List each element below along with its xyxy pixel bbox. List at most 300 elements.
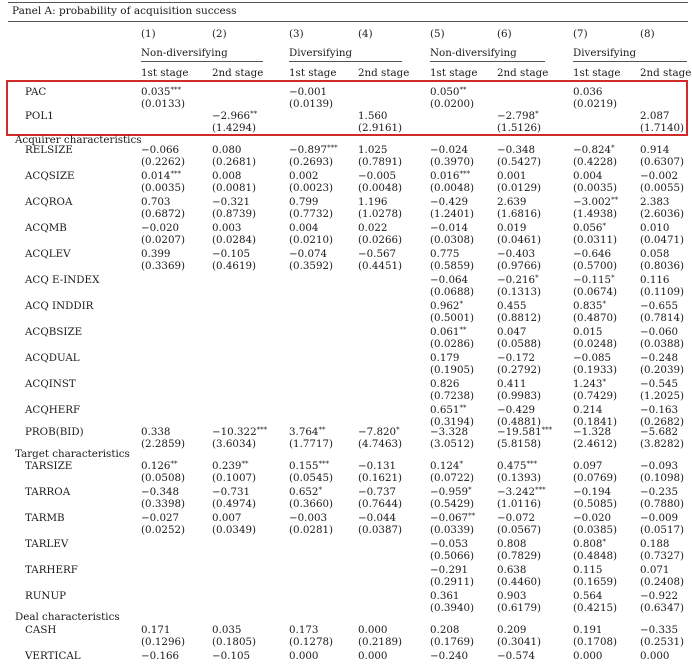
coefficient-cell bbox=[497, 460, 537, 472]
coefficient-value: 1.243 bbox=[573, 378, 603, 390]
coefficient-cell bbox=[497, 624, 526, 636]
coefficient-cell bbox=[573, 170, 602, 182]
coefficient-value: 0.002 bbox=[289, 170, 319, 182]
coefficient-cell bbox=[358, 222, 387, 234]
coefficient-cell bbox=[640, 538, 669, 550]
coefficient-value: −0.646 bbox=[573, 248, 612, 260]
coefficient-cell bbox=[430, 486, 472, 498]
column-group-label: Non-diversifying bbox=[141, 47, 228, 59]
section-header-acquirer: Acquirer characteristics bbox=[15, 134, 142, 146]
coefficient-value: −7.820 bbox=[358, 426, 397, 438]
coefficient-cell bbox=[141, 486, 179, 498]
row-label: TARHERF bbox=[25, 564, 78, 576]
coefficient-cell bbox=[141, 170, 181, 182]
standard-error-cell: (0.0385) bbox=[573, 524, 618, 536]
coefficient-value: 0.000 bbox=[573, 650, 603, 662]
coefficient-cell bbox=[212, 144, 241, 156]
significance-stars: * bbox=[602, 538, 606, 546]
coefficient-cell bbox=[497, 590, 526, 602]
coefficient-cell bbox=[430, 300, 463, 312]
standard-error-cell: (0.0248) bbox=[573, 338, 618, 350]
coefficient-cell bbox=[573, 486, 611, 498]
coefficient-value: −0.166 bbox=[141, 650, 180, 662]
column-group-label: Diversifying bbox=[573, 47, 637, 59]
row-label: ACQLEV bbox=[25, 248, 71, 260]
stage-label: 1st stage bbox=[573, 67, 621, 79]
standard-error-cell: (0.3660) bbox=[289, 498, 334, 510]
coefficient-cell bbox=[430, 352, 459, 364]
coefficient-value: 0.126 bbox=[141, 460, 171, 472]
standard-error-cell: (0.6179) bbox=[497, 602, 542, 614]
standard-error-cell: (0.5066) bbox=[430, 550, 475, 562]
standard-error-cell: (0.6872) bbox=[141, 208, 186, 220]
coefficient-cell bbox=[212, 196, 250, 208]
standard-error-cell: (0.2693) bbox=[289, 156, 334, 168]
coefficient-value: −0.655 bbox=[640, 300, 679, 312]
coefficient-value: 0.000 bbox=[640, 650, 670, 662]
coefficient-cell bbox=[289, 222, 318, 234]
coefficient-value: 0.188 bbox=[640, 538, 670, 550]
coefficient-value: −0.291 bbox=[430, 564, 469, 576]
column-group-rule bbox=[430, 61, 545, 62]
standard-error-cell: (0.9983) bbox=[497, 390, 542, 402]
standard-error-cell: (2.2859) bbox=[141, 438, 186, 450]
row-label: RELSIZE bbox=[25, 144, 73, 156]
coefficient-value: 0.115 bbox=[573, 564, 603, 576]
significance-stars: ** bbox=[318, 426, 326, 434]
coefficient-value: −0.014 bbox=[430, 222, 469, 234]
row-label: ACQINST bbox=[25, 378, 76, 390]
coefficient-cell bbox=[141, 144, 179, 156]
standard-error-cell: (3.8282) bbox=[640, 438, 685, 450]
coefficient-value: −0.240 bbox=[430, 650, 469, 662]
coefficient-value: 0.010 bbox=[640, 222, 670, 234]
coefficient-cell bbox=[358, 196, 387, 208]
standard-error-cell: (1.7717) bbox=[289, 438, 334, 450]
coefficient-value: −0.429 bbox=[430, 196, 469, 208]
coefficient-value: 0.050 bbox=[430, 86, 460, 98]
standard-error-cell: (0.0388) bbox=[640, 338, 685, 350]
coefficient-cell bbox=[430, 404, 466, 416]
coefficient-cell bbox=[141, 624, 170, 636]
standard-error-cell: (0.2408) bbox=[640, 576, 685, 588]
standard-error-cell: (0.1933) bbox=[573, 364, 618, 376]
coefficient-value: 0.775 bbox=[430, 248, 460, 260]
coefficient-value: 0.008 bbox=[212, 170, 242, 182]
coefficient-value: −0.737 bbox=[358, 486, 397, 498]
standard-error-cell: (0.0471) bbox=[640, 234, 685, 246]
row-label: TARSIZE bbox=[25, 460, 73, 472]
coefficient-cell bbox=[430, 378, 459, 390]
standard-error-cell: (0.1393) bbox=[497, 472, 542, 484]
standard-error-cell: (0.0349) bbox=[212, 524, 257, 536]
significance-stars: ** bbox=[459, 326, 467, 334]
coefficient-cell bbox=[640, 274, 669, 286]
coefficient-value: −0.131 bbox=[358, 460, 397, 472]
row-label: RUNUP bbox=[25, 590, 67, 602]
stage-label: 2nd stage bbox=[212, 67, 264, 79]
standard-error-cell: (0.0284) bbox=[212, 234, 257, 246]
coefficient-value: −2.966 bbox=[212, 110, 251, 122]
coefficient-value: −0.574 bbox=[497, 650, 536, 662]
row-label: VERTICAL bbox=[25, 650, 81, 662]
coefficient-value: 0.004 bbox=[289, 222, 319, 234]
coefficient-value: −0.194 bbox=[573, 486, 612, 498]
coefficient-value: −0.002 bbox=[640, 170, 679, 182]
coefficient-cell bbox=[141, 460, 177, 472]
coefficient-value: 0.652 bbox=[289, 486, 319, 498]
significance-stars: ** bbox=[241, 460, 249, 468]
row-label: ACQMB bbox=[25, 222, 67, 234]
coefficient-value: 0.000 bbox=[289, 650, 319, 662]
standard-error-cell: (0.1621) bbox=[358, 472, 403, 484]
coefficient-value: 0.080 bbox=[212, 144, 242, 156]
standard-error-cell: (0.5859) bbox=[430, 260, 475, 272]
row-label: CASH bbox=[25, 624, 57, 636]
significance-stars: * bbox=[535, 110, 539, 118]
row-label: ACQSIZE bbox=[25, 170, 75, 182]
standard-error-cell: (0.0023) bbox=[289, 182, 334, 194]
coefficient-cell bbox=[573, 564, 602, 576]
standard-error-cell: (1.5126) bbox=[497, 122, 542, 134]
significance-stars: ** bbox=[170, 460, 178, 468]
coefficient-cell bbox=[141, 248, 170, 260]
standard-error-cell: (0.1278) bbox=[289, 636, 334, 648]
coefficient-value: 0.651 bbox=[430, 404, 460, 416]
standard-error-cell: (0.3398) bbox=[141, 498, 186, 510]
stage-label: 1st stage bbox=[430, 67, 478, 79]
standard-error-cell: (0.1007) bbox=[212, 472, 257, 484]
standard-error-cell: (5.8158) bbox=[497, 438, 542, 450]
coefficient-cell bbox=[497, 196, 526, 208]
standard-error-cell: (1.6816) bbox=[497, 208, 542, 220]
coefficient-value: 0.019 bbox=[497, 222, 527, 234]
standard-error-cell: (0.0048) bbox=[358, 182, 403, 194]
coefficient-value: −0.024 bbox=[430, 144, 469, 156]
standard-error-cell: (0.0266) bbox=[358, 234, 403, 246]
coefficient-value: 0.173 bbox=[289, 624, 319, 636]
coefficient-value: 0.035 bbox=[141, 86, 171, 98]
coefficient-cell bbox=[497, 352, 535, 364]
coefficient-cell bbox=[640, 486, 678, 498]
significance-stars: * bbox=[611, 144, 615, 152]
coefficient-cell bbox=[430, 222, 468, 234]
standard-error-cell: (0.0139) bbox=[289, 98, 334, 110]
standard-error-cell: (0.1659) bbox=[573, 576, 618, 588]
coefficient-value: 0.071 bbox=[640, 564, 670, 576]
coefficient-cell bbox=[573, 300, 606, 312]
coefficient-cell bbox=[141, 196, 170, 208]
coefficient-value: 0.155 bbox=[289, 460, 319, 472]
standard-error-cell: (0.5427) bbox=[497, 156, 542, 168]
standard-error-cell: (0.0688) bbox=[430, 286, 475, 298]
standard-error-cell: (0.7880) bbox=[640, 498, 685, 510]
coefficient-value: −0.897 bbox=[289, 144, 328, 156]
significance-stars: * bbox=[602, 378, 606, 386]
standard-error-cell: (0.3940) bbox=[430, 602, 475, 614]
coefficient-cell bbox=[640, 650, 669, 662]
standard-error-cell: (0.0129) bbox=[497, 182, 542, 194]
coefficient-value: 0.058 bbox=[640, 248, 670, 260]
coefficient-cell bbox=[430, 274, 468, 286]
standard-error-cell: (0.3041) bbox=[497, 636, 542, 648]
standard-error-cell: (0.0055) bbox=[640, 182, 685, 194]
coefficient-value: 1.025 bbox=[358, 144, 388, 156]
significance-stars: ** bbox=[468, 512, 476, 520]
panel-title-rule bbox=[8, 21, 688, 22]
standard-error-cell: (0.0567) bbox=[497, 524, 542, 536]
coefficient-value: −0.064 bbox=[430, 274, 469, 286]
standard-error-cell: (1.0278) bbox=[358, 208, 403, 220]
coefficient-cell bbox=[573, 460, 602, 472]
coefficient-cell bbox=[358, 460, 396, 472]
coefficient-cell bbox=[141, 512, 179, 524]
coefficient-value: 0.003 bbox=[212, 222, 242, 234]
standard-error-cell: (0.4848) bbox=[573, 550, 618, 562]
coefficient-value: 0.338 bbox=[141, 426, 171, 438]
row-label: PAC bbox=[25, 86, 47, 98]
standard-error-cell: (0.5700) bbox=[573, 260, 618, 272]
standard-error-cell: (3.6034) bbox=[212, 438, 257, 450]
coefficient-cell bbox=[497, 274, 539, 286]
column-group-label: Diversifying bbox=[289, 47, 353, 59]
coefficient-cell bbox=[430, 590, 459, 602]
standard-error-cell: (0.4870) bbox=[573, 312, 618, 324]
standard-error-cell: (0.7829) bbox=[497, 550, 542, 562]
coefficient-value: 0.000 bbox=[358, 650, 388, 662]
coefficient-value: 0.826 bbox=[430, 378, 460, 390]
column-number: (5) bbox=[430, 28, 445, 40]
coefficient-cell bbox=[573, 650, 602, 662]
coefficient-value: −0.824 bbox=[573, 144, 612, 156]
row-label: ACQROA bbox=[25, 196, 73, 208]
stage-label: 1st stage bbox=[141, 67, 189, 79]
row-label: ACQ INDDIR bbox=[25, 300, 94, 312]
standard-error-cell: (1.4294) bbox=[212, 122, 257, 134]
coefficient-value: −0.020 bbox=[573, 512, 612, 524]
coefficient-cell bbox=[497, 326, 526, 338]
coefficient-value: 2.639 bbox=[497, 196, 527, 208]
coefficient-cell bbox=[430, 144, 468, 156]
significance-stars: *** bbox=[541, 426, 553, 434]
coefficient-value: −0.335 bbox=[640, 624, 679, 636]
standard-error-cell: (0.0048) bbox=[430, 182, 475, 194]
standard-error-cell: (0.0722) bbox=[430, 472, 475, 484]
coefficient-value: −0.067 bbox=[430, 512, 469, 524]
coefficient-cell bbox=[497, 404, 535, 416]
coefficient-value: −0.085 bbox=[573, 352, 612, 364]
coefficient-cell bbox=[640, 512, 678, 524]
significance-stars: *** bbox=[170, 170, 181, 178]
coefficient-value: −0.216 bbox=[497, 274, 536, 286]
coefficient-cell bbox=[640, 378, 678, 390]
significance-stars: *** bbox=[256, 426, 268, 434]
coefficient-cell bbox=[141, 426, 170, 438]
coefficient-cell bbox=[358, 650, 387, 662]
coefficient-value: −0.115 bbox=[573, 274, 612, 286]
coefficient-cell bbox=[430, 248, 459, 260]
coefficient-cell bbox=[573, 352, 611, 364]
coefficient-value: −0.959 bbox=[430, 486, 469, 498]
standard-error-cell: (0.6307) bbox=[640, 156, 685, 168]
coefficient-cell bbox=[497, 512, 535, 524]
standard-error-cell: (0.0035) bbox=[573, 182, 618, 194]
coefficient-cell bbox=[212, 170, 241, 182]
coefficient-cell bbox=[358, 624, 387, 636]
coefficient-cell bbox=[573, 538, 606, 550]
coefficient-value: −0.105 bbox=[212, 650, 251, 662]
coefficient-cell bbox=[212, 512, 241, 524]
coefficient-value: 3.764 bbox=[289, 426, 319, 438]
coefficient-cell bbox=[640, 326, 678, 338]
standard-error-cell: (0.0035) bbox=[141, 182, 186, 194]
coefficient-value: 0.564 bbox=[573, 590, 603, 602]
coefficient-cell bbox=[497, 426, 552, 438]
coefficient-value: 0.015 bbox=[573, 326, 603, 338]
coefficient-cell bbox=[573, 624, 602, 636]
coefficient-cell bbox=[430, 624, 459, 636]
coefficient-cell bbox=[573, 590, 602, 602]
coefficient-cell bbox=[640, 110, 669, 122]
coefficient-value: 0.239 bbox=[212, 460, 242, 472]
column-number: (3) bbox=[289, 28, 304, 40]
coefficient-value: −0.567 bbox=[358, 248, 397, 260]
standard-error-cell: (0.1098) bbox=[640, 472, 685, 484]
coefficient-cell bbox=[212, 110, 257, 122]
coefficient-cell bbox=[497, 538, 526, 550]
coefficient-value: 2.087 bbox=[640, 110, 670, 122]
significance-stars: * bbox=[459, 300, 463, 308]
column-group-rule bbox=[141, 61, 263, 62]
column-group-rule bbox=[573, 61, 687, 62]
row-label: ACQ E-INDEX bbox=[25, 274, 100, 286]
coefficient-value: 0.022 bbox=[358, 222, 388, 234]
coefficient-cell bbox=[497, 144, 535, 156]
standard-error-cell: (0.4881) bbox=[497, 416, 542, 428]
standard-error-cell: (0.7732) bbox=[289, 208, 334, 220]
row-label: TARLEV bbox=[25, 538, 69, 550]
coefficient-value: −0.009 bbox=[640, 512, 679, 524]
coefficient-value: 0.808 bbox=[573, 538, 603, 550]
standard-error-cell: (0.7644) bbox=[358, 498, 403, 510]
standard-error-cell: (1.2025) bbox=[640, 390, 685, 402]
standard-error-cell: (1.7140) bbox=[640, 122, 685, 134]
standard-error-cell: (0.3592) bbox=[289, 260, 334, 272]
standard-error-cell: (0.2792) bbox=[497, 364, 542, 376]
coefficient-cell bbox=[289, 486, 322, 498]
significance-stars: * bbox=[602, 222, 606, 230]
coefficient-value: 0.703 bbox=[141, 196, 171, 208]
standard-error-cell: (0.7814) bbox=[640, 312, 685, 324]
standard-error-cell: (0.0508) bbox=[141, 472, 186, 484]
standard-error-cell: (0.0308) bbox=[430, 234, 475, 246]
coefficient-cell bbox=[289, 196, 318, 208]
coefficient-cell bbox=[497, 486, 546, 498]
significance-stars: *** bbox=[526, 460, 537, 468]
coefficient-cell bbox=[141, 222, 179, 234]
coefficient-cell bbox=[358, 486, 396, 498]
coefficient-cell bbox=[430, 170, 470, 182]
coefficient-cell bbox=[141, 650, 179, 662]
standard-error-cell: (0.6347) bbox=[640, 602, 685, 614]
coefficient-cell bbox=[212, 624, 241, 636]
row-label: TARMB bbox=[25, 512, 65, 524]
column-number: (4) bbox=[358, 28, 373, 40]
coefficient-value: 0.061 bbox=[430, 326, 460, 338]
standard-error-cell: (0.8739) bbox=[212, 208, 257, 220]
column-group-rule bbox=[289, 61, 402, 62]
standard-error-cell: (0.2531) bbox=[640, 636, 685, 648]
coefficient-cell bbox=[289, 624, 318, 636]
coefficient-value: −0.429 bbox=[497, 404, 536, 416]
coefficient-cell bbox=[289, 86, 327, 98]
coefficient-value: −0.163 bbox=[640, 404, 679, 416]
standard-error-cell: (0.0281) bbox=[289, 524, 334, 536]
coefficient-value: 0.191 bbox=[573, 624, 603, 636]
coefficient-value: 0.914 bbox=[640, 144, 670, 156]
coefficient-cell bbox=[573, 512, 611, 524]
coefficient-value: 0.116 bbox=[640, 274, 670, 286]
coefficient-value: 0.835 bbox=[573, 300, 603, 312]
coefficient-cell bbox=[212, 248, 250, 260]
standard-error-cell: (0.8036) bbox=[640, 260, 685, 272]
standard-error-cell: (0.0588) bbox=[497, 338, 542, 350]
coefficient-value: −10.322 bbox=[212, 426, 257, 438]
coefficient-value: −0.020 bbox=[141, 222, 180, 234]
row-label: ACQBSIZE bbox=[25, 326, 83, 338]
coefficient-value: −0.072 bbox=[497, 512, 536, 524]
coefficient-cell bbox=[640, 170, 678, 182]
coefficient-cell bbox=[497, 110, 539, 122]
coefficient-value: 0.004 bbox=[573, 170, 603, 182]
standard-error-cell: (0.0133) bbox=[141, 98, 186, 110]
coefficient-value: 0.000 bbox=[358, 624, 388, 636]
column-group-label: Non-diversifying bbox=[430, 47, 517, 59]
coefficient-cell bbox=[430, 538, 468, 550]
standard-error-cell: (0.1313) bbox=[497, 286, 542, 298]
standard-error-cell: (0.1296) bbox=[141, 636, 186, 648]
stage-label: 2nd stage bbox=[358, 67, 410, 79]
column-number: (2) bbox=[212, 28, 227, 40]
standard-error-cell: (2.9161) bbox=[358, 122, 403, 134]
coefficient-value: 0.903 bbox=[497, 590, 527, 602]
standard-error-cell: (0.0252) bbox=[141, 524, 186, 536]
significance-stars: ** bbox=[459, 404, 467, 412]
coefficient-cell bbox=[289, 650, 318, 662]
coefficient-cell bbox=[573, 86, 602, 98]
significance-stars: * bbox=[396, 426, 400, 434]
standard-error-cell: (0.0674) bbox=[573, 286, 618, 298]
standard-error-cell: (0.7238) bbox=[430, 390, 475, 402]
standard-error-cell: (0.1805) bbox=[212, 636, 257, 648]
coefficient-cell bbox=[212, 460, 248, 472]
coefficient-cell bbox=[212, 426, 267, 438]
coefficient-value: −0.060 bbox=[640, 326, 679, 338]
standard-error-cell: (0.0286) bbox=[430, 338, 475, 350]
standard-error-cell: (0.4460) bbox=[497, 576, 542, 588]
standard-error-cell: (2.4612) bbox=[573, 438, 618, 450]
coefficient-value: 0.171 bbox=[141, 624, 171, 636]
standard-error-cell: (0.2682) bbox=[640, 416, 685, 428]
coefficient-cell bbox=[573, 222, 606, 234]
standard-error-cell: (0.0081) bbox=[212, 182, 257, 194]
standard-error-cell: (0.4619) bbox=[212, 260, 257, 272]
standard-error-cell: (0.0461) bbox=[497, 234, 542, 246]
coefficient-cell bbox=[430, 650, 468, 662]
coefficient-cell bbox=[640, 144, 669, 156]
coefficient-value: −5.682 bbox=[640, 426, 679, 438]
coefficient-value: −0.172 bbox=[497, 352, 536, 364]
